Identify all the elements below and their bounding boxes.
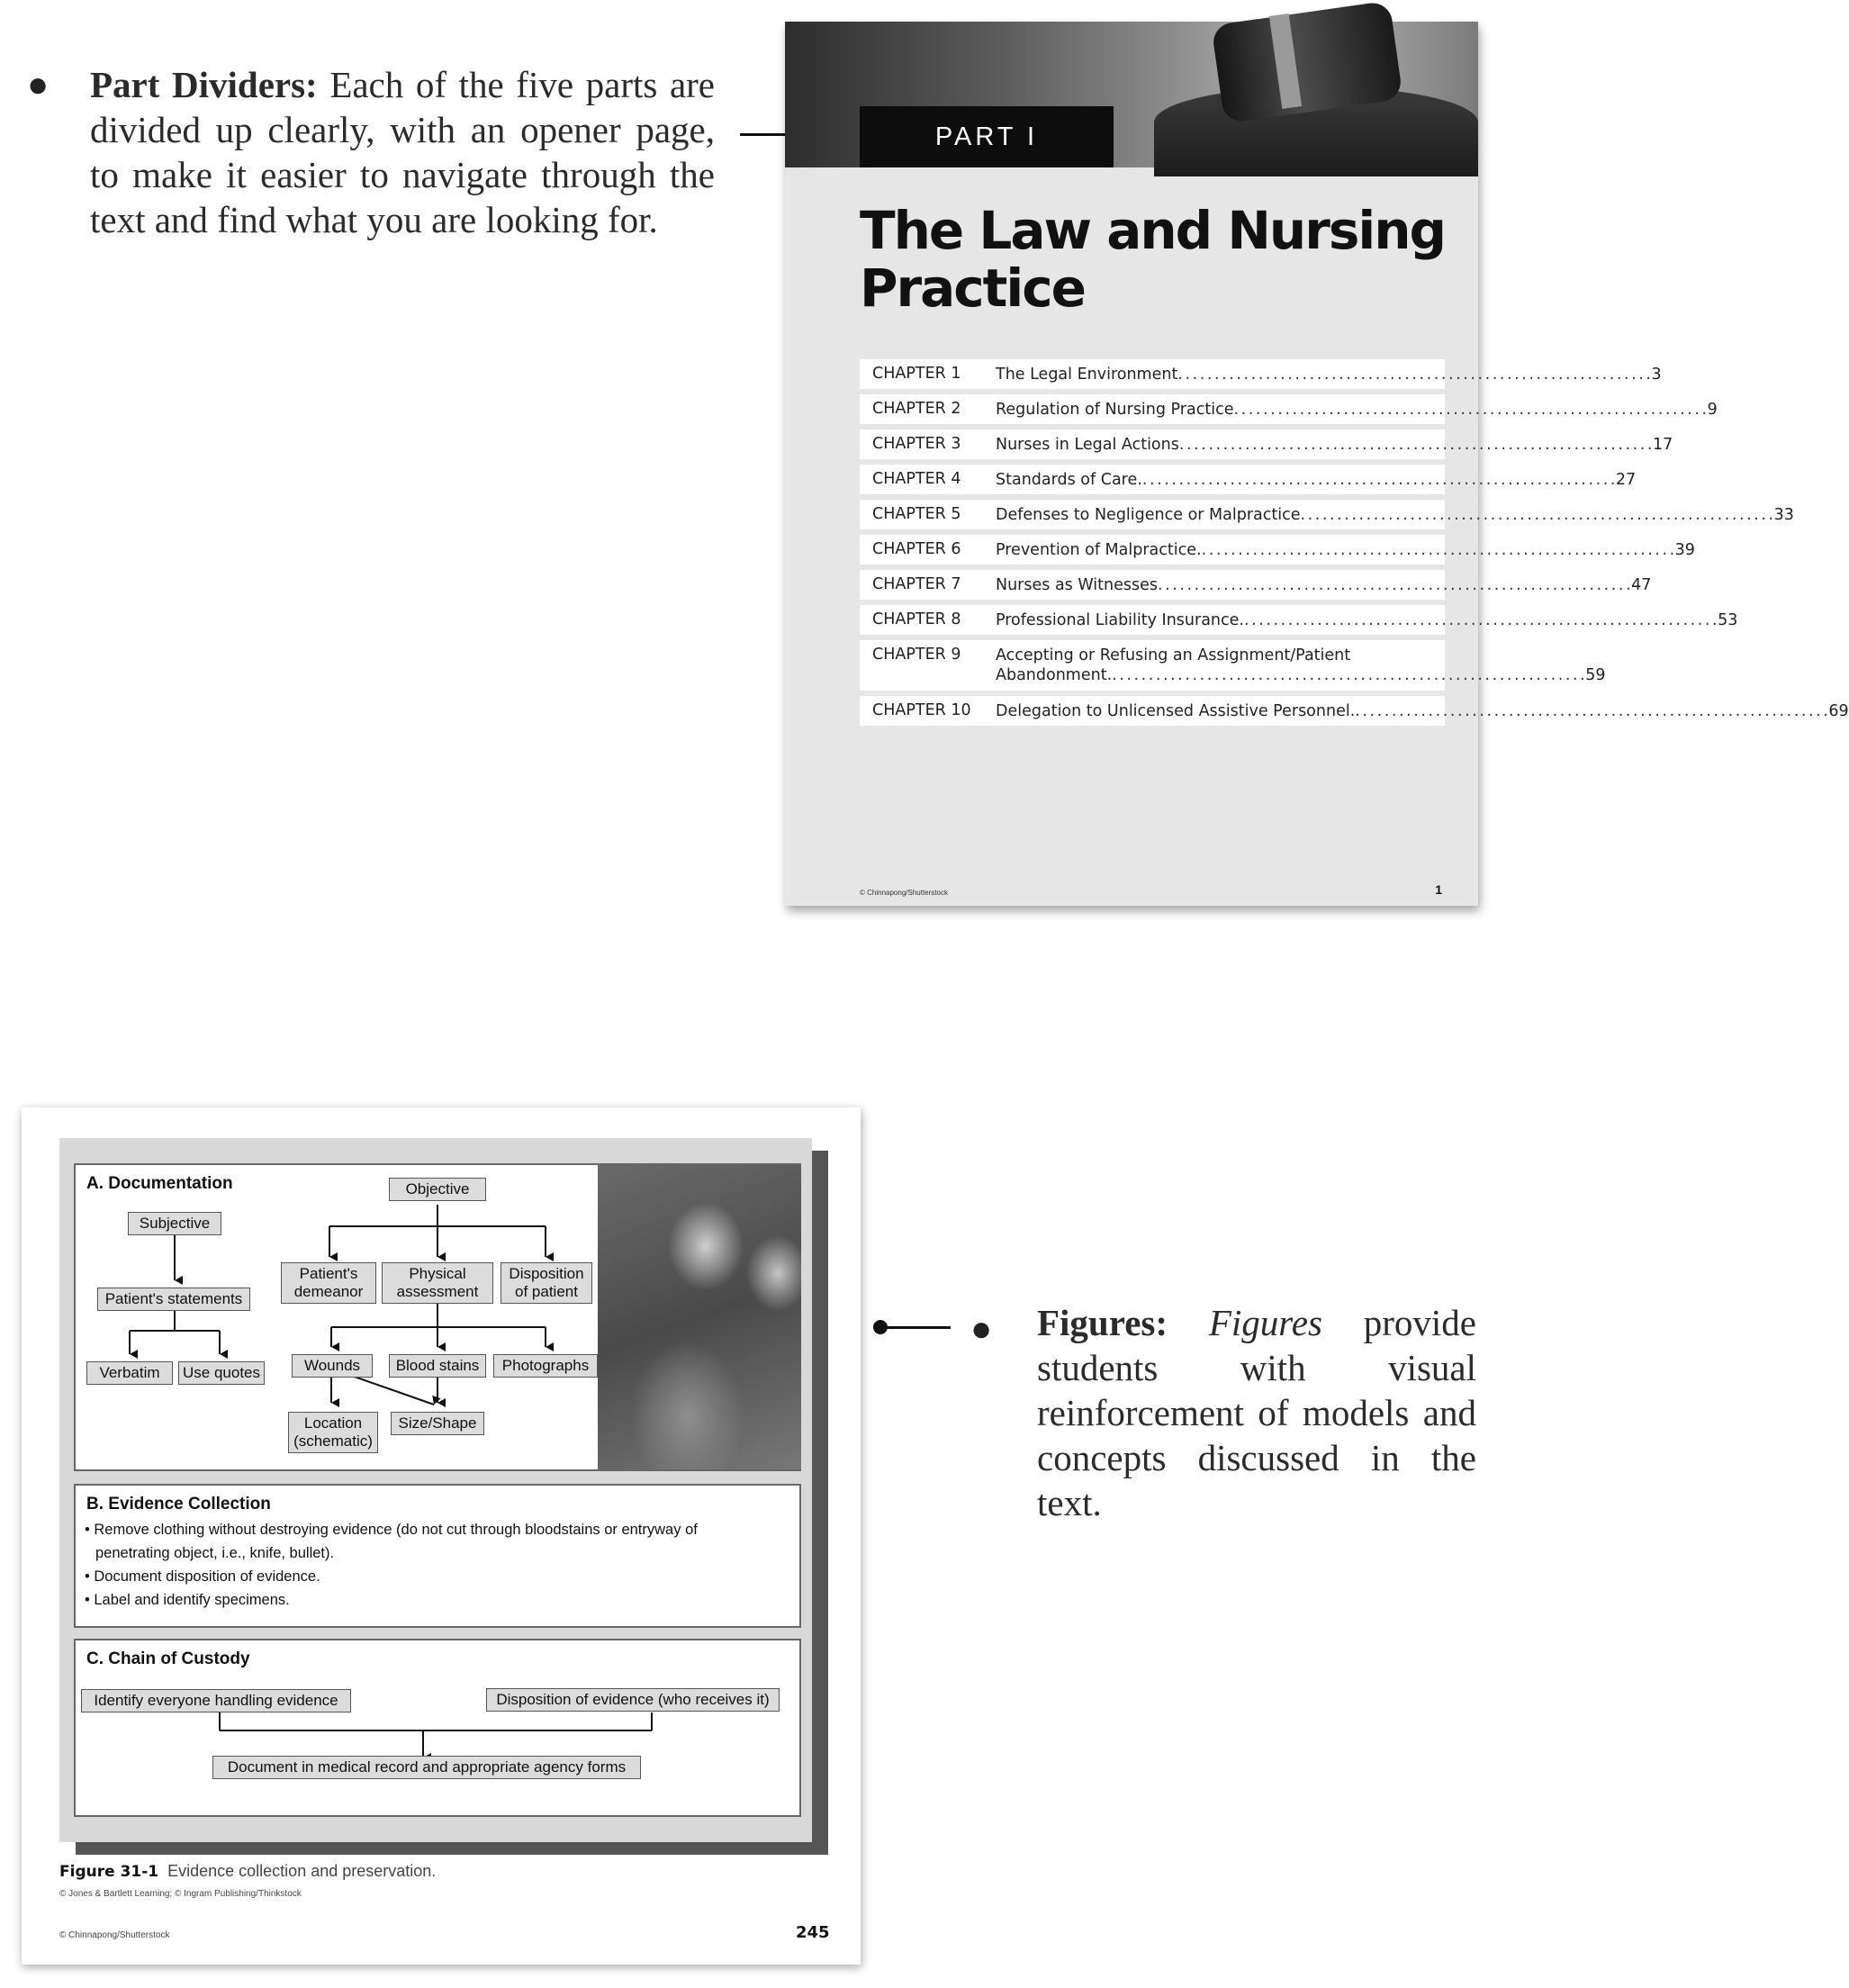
figures-leader-line [882, 1326, 951, 1329]
verbatim-box: Verbatim [86, 1361, 173, 1385]
chapter-title: Standards of Care. [996, 470, 1142, 489]
chapter-number: CHAPTER 5 [872, 505, 961, 523]
chapter-list [860, 359, 1849, 731]
document-record-box: Document in medical record and appropriate agency forms [212, 1756, 641, 1779]
chapter-title: The Legal Environment [996, 365, 1178, 384]
physical-assessment-line-2: assessment [396, 1283, 479, 1300]
chapter-row [860, 696, 1849, 726]
bullet-figures: ● [970, 1308, 993, 1349]
surgeons-photo [598, 1165, 801, 1469]
chapter-title: Nurses as Witnesses [996, 575, 1158, 594]
chapter-title: Nurses in Legal Actions [996, 435, 1179, 454]
chapter-page: 69 [1828, 701, 1849, 720]
part-dividers-text: Each of the five parts are divided up clearly, with an opener page, to make it easier to navigate through the text and find what you are looking for. [90, 64, 716, 240]
figure-page [22, 1107, 861, 1965]
chapter-row [860, 500, 1794, 529]
use-quotes-box: Use quotes [178, 1361, 265, 1385]
chapter-number: CHAPTER 2 [872, 400, 961, 418]
chapter-page: 9 [1707, 400, 1718, 419]
chapter-row [860, 429, 1673, 459]
chapter-number: CHAPTER 3 [872, 435, 961, 453]
disposition-of-patient-line-2: of patient [515, 1283, 578, 1300]
chapter-number: CHAPTER 1 [872, 365, 961, 383]
evidence-collection-heading: B. Evidence Collection [86, 1495, 271, 1514]
location-box [288, 1412, 378, 1453]
patients-demeanor-box [281, 1262, 376, 1304]
chapter-number: CHAPTER 7 [872, 575, 961, 593]
page-number: 1 [1435, 882, 1442, 897]
physical-assessment-box [382, 1262, 493, 1304]
location-line-2: (schematic) [293, 1432, 373, 1450]
chapter-page: 59 [1585, 665, 1606, 684]
evidence-bullet-1: • Remove clothing without destroying evidence (do not cut through bloodstains or entryway of [85, 1522, 698, 1538]
disposition-of-evidence-box: Disposition of evidence (who receives it) [486, 1688, 780, 1712]
chapter-row [860, 359, 1662, 389]
figures-heading: Figures: [1037, 1302, 1168, 1343]
figure-credit: © Jones & Bartlett Learning; © Ingram Publishing/Thinkstock [59, 1889, 302, 1899]
chapter-number: CHAPTER 4 [872, 470, 961, 488]
chapter-title-line-1: Accepting or Refusing an Assignment/Patient [996, 646, 1351, 664]
photo-credit: © Chinnapong/Shutterstock [860, 889, 948, 897]
chapter-page: 3 [1651, 365, 1662, 384]
physical-assessment-line-1: Physical [409, 1265, 466, 1282]
part-label: PART I [860, 106, 1114, 167]
evidence-bullet-3: • Label and identify specimens. [85, 1592, 290, 1608]
part-title-line-1: The Law and Nursing [860, 200, 1446, 261]
figure-caption-label: Figure 31-1 [59, 1863, 159, 1881]
chapter-title: Delegation to Unlicensed Assistive Personnel. [996, 701, 1356, 720]
chapter-page: 17 [1652, 435, 1673, 454]
chapter-title: Abandonment. [996, 665, 1113, 684]
chapter-number: CHAPTER 9 [872, 646, 961, 664]
patients-demeanor-line-2: demeanor [293, 1283, 364, 1300]
bullet-part-dividers: ● [27, 64, 50, 104]
part-title [860, 202, 1454, 317]
figure-caption [59, 1862, 436, 1881]
evidence-bullet-1-cont: penetrating object, i.e., knife, bullet). [95, 1545, 335, 1561]
chain-of-custody-panel [74, 1639, 801, 1817]
figure-caption-text: Evidence collection and preservation. [167, 1862, 437, 1880]
documentation-heading: A. Documentation [86, 1174, 233, 1193]
chapter-page: 27 [1615, 470, 1637, 489]
patients-statements-box: Patient's statements [97, 1288, 250, 1311]
chapter-title: Professional Liability Insurance. [996, 610, 1244, 629]
chapter-number: CHAPTER 8 [872, 610, 961, 628]
chapter-page: 33 [1773, 505, 1794, 524]
chapter-title: Regulation of Nursing Practice [996, 400, 1234, 419]
part-opener-page [785, 22, 1849, 906]
chapter-page: 47 [1631, 575, 1652, 594]
part-dividers-heading: Part Dividers: [90, 64, 318, 105]
wounds-box: Wounds [292, 1354, 373, 1378]
evidence-collection-panel [74, 1484, 801, 1628]
chapter-row [860, 394, 1718, 424]
chain-of-custody-heading: C. Chain of Custody [86, 1649, 250, 1668]
chapter-row [860, 465, 1637, 494]
chapter-title: Prevention of Malpractice. [996, 540, 1202, 559]
location-line-1: Location [303, 1414, 363, 1432]
photo-credit: © Chinnapong/Shutterstock [59, 1930, 170, 1940]
chapter-row [860, 535, 1695, 565]
chapter-title: Defenses to Negligence or Malpractice [996, 505, 1301, 524]
documentation-panel [74, 1163, 801, 1471]
chapter-row [860, 640, 1606, 691]
evidence-bullet-2: • Document disposition of evidence. [85, 1568, 320, 1585]
disposition-of-patient-box [501, 1262, 592, 1304]
patients-demeanor-line-1: Patient's [299, 1265, 358, 1282]
part-title-line-2: Practice [860, 258, 1085, 319]
custody-connectors [76, 1640, 803, 1819]
figures-description [1037, 1300, 1476, 1525]
part-dividers-description [90, 62, 715, 242]
subjective-box: Subjective [128, 1212, 221, 1235]
chapter-row [860, 570, 1652, 600]
chapter-row [860, 605, 1738, 635]
chapter-page: 53 [1718, 610, 1738, 629]
photographs-box: Photographs [493, 1354, 598, 1378]
chapter-page: 39 [1674, 540, 1695, 559]
chapter-number: CHAPTER 10 [872, 701, 971, 719]
size-shape-box: Size/Shape [391, 1412, 484, 1435]
objective-box: Objective [389, 1178, 486, 1201]
chapter-number: CHAPTER 6 [872, 540, 961, 558]
figures-italic-word: Figures [1208, 1302, 1322, 1343]
blood-stains-box: Blood stains [389, 1354, 486, 1378]
figures-text: provide students with visual reinforcement of models and concepts discussed in the text. [1037, 1302, 1477, 1523]
disposition-of-patient-line-1: Disposition [509, 1265, 584, 1282]
identify-handlers-box: Identify everyone handling evidence [81, 1689, 351, 1712]
page-number: 245 [796, 1923, 830, 1942]
